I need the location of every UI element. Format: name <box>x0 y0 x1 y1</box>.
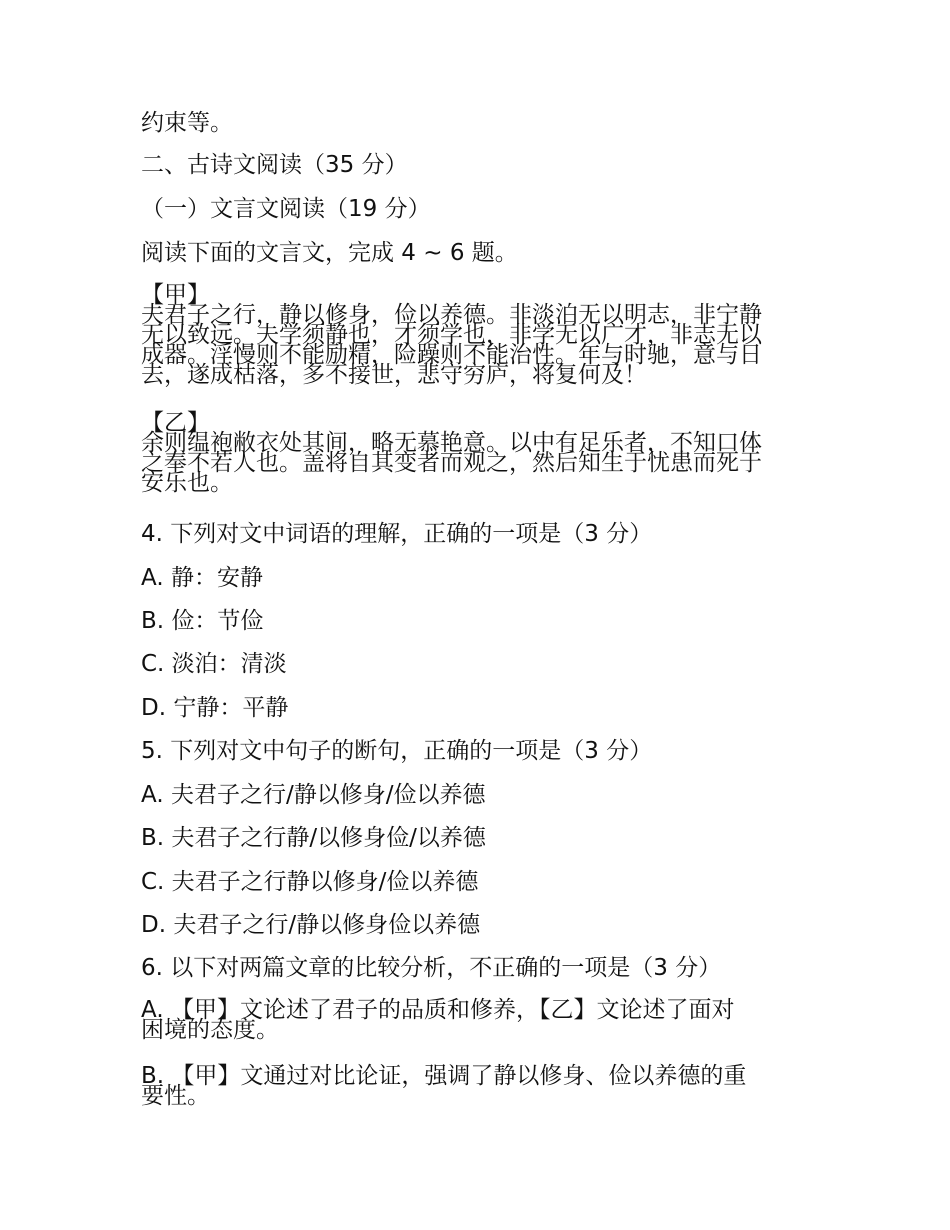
question-4-option-b: B. 俭：节俭 <box>141 608 264 634</box>
question-6-option-a-line: 困境的态度。 <box>141 1017 279 1043</box>
question-5-stem: 5. 下列对文中句子的断句，正确的一项是（3 分） <box>141 738 653 764</box>
question-6-option-b-line: B. 【甲】文通过对比论证，强调了静以修身、俭以养德的重 <box>141 1063 747 1089</box>
question-6-option-b <box>141 1063 813 1109</box>
passage-yi-line: 余则缊袍敝衣处其间，略无慕艳意。以中有足乐者，不知口体 <box>141 430 762 456</box>
question-4-option-a: A. 静：安静 <box>141 565 263 591</box>
question-4-option-c: C. 淡泊：清淡 <box>141 651 287 677</box>
passage-jia-line: 夫君子之行，静以修身，俭以养德。非淡泊无以明志，非宁静 <box>141 302 762 328</box>
question-6-option-b-line: 要性。 <box>141 1083 210 1109</box>
question-5-option-b: B. 夫君子之行静/以修身俭/以养德 <box>141 825 486 851</box>
question-6-option-a <box>141 997 813 1043</box>
question-5-option-a: A. 夫君子之行/静以修身/俭以养德 <box>141 782 486 808</box>
passage-jia-line: 无以致远。夫学须静也，才须学也，非学无以广才，非志无以 <box>141 322 762 348</box>
question-6-option-a-line: A. 【甲】文论述了君子的品质和修养，【乙】文论述了面对 <box>141 997 735 1023</box>
previous-text-tail: 约束等。 <box>141 110 233 136</box>
question-5-option-c: C. 夫君子之行静以修身/俭以养德 <box>141 869 479 895</box>
passage-jia-line: 去，遂成枯落，多不接世，悲守穷庐，将复何及！ <box>141 362 647 388</box>
passage-jia <box>141 282 813 388</box>
passage-yi-label: 【乙】 <box>141 410 210 436</box>
passage-jia-label: 【甲】 <box>141 282 210 308</box>
subsection-title: （一）文言文阅读（19 分） <box>141 196 431 222</box>
passage-yi-line: 之奉不若人也。盖将自其变者而观之，然后知生于忧患而死于 <box>141 450 762 476</box>
question-5-option-d: D. 夫君子之行/静以修身俭以养德 <box>141 912 481 938</box>
section-title: 二、古诗文阅读（35 分） <box>141 152 408 178</box>
passage-yi <box>141 410 813 496</box>
question-4-stem: 4. 下列对文中词语的理解，正确的一项是（3 分） <box>141 521 653 547</box>
passage-jia-line: 成器。淫慢则不能励精，险躁则不能治性。年与时驰，意与日 <box>141 342 762 368</box>
question-6-stem: 6. 以下对两篇文章的比较分析，不正确的一项是（3 分） <box>141 955 722 981</box>
question-4-option-d: D. 宁静：平静 <box>141 695 289 721</box>
passage-yi-line: 安乐也。 <box>141 470 233 496</box>
instruction: 阅读下面的文言文，完成 4 ~ 6 题。 <box>141 240 518 266</box>
